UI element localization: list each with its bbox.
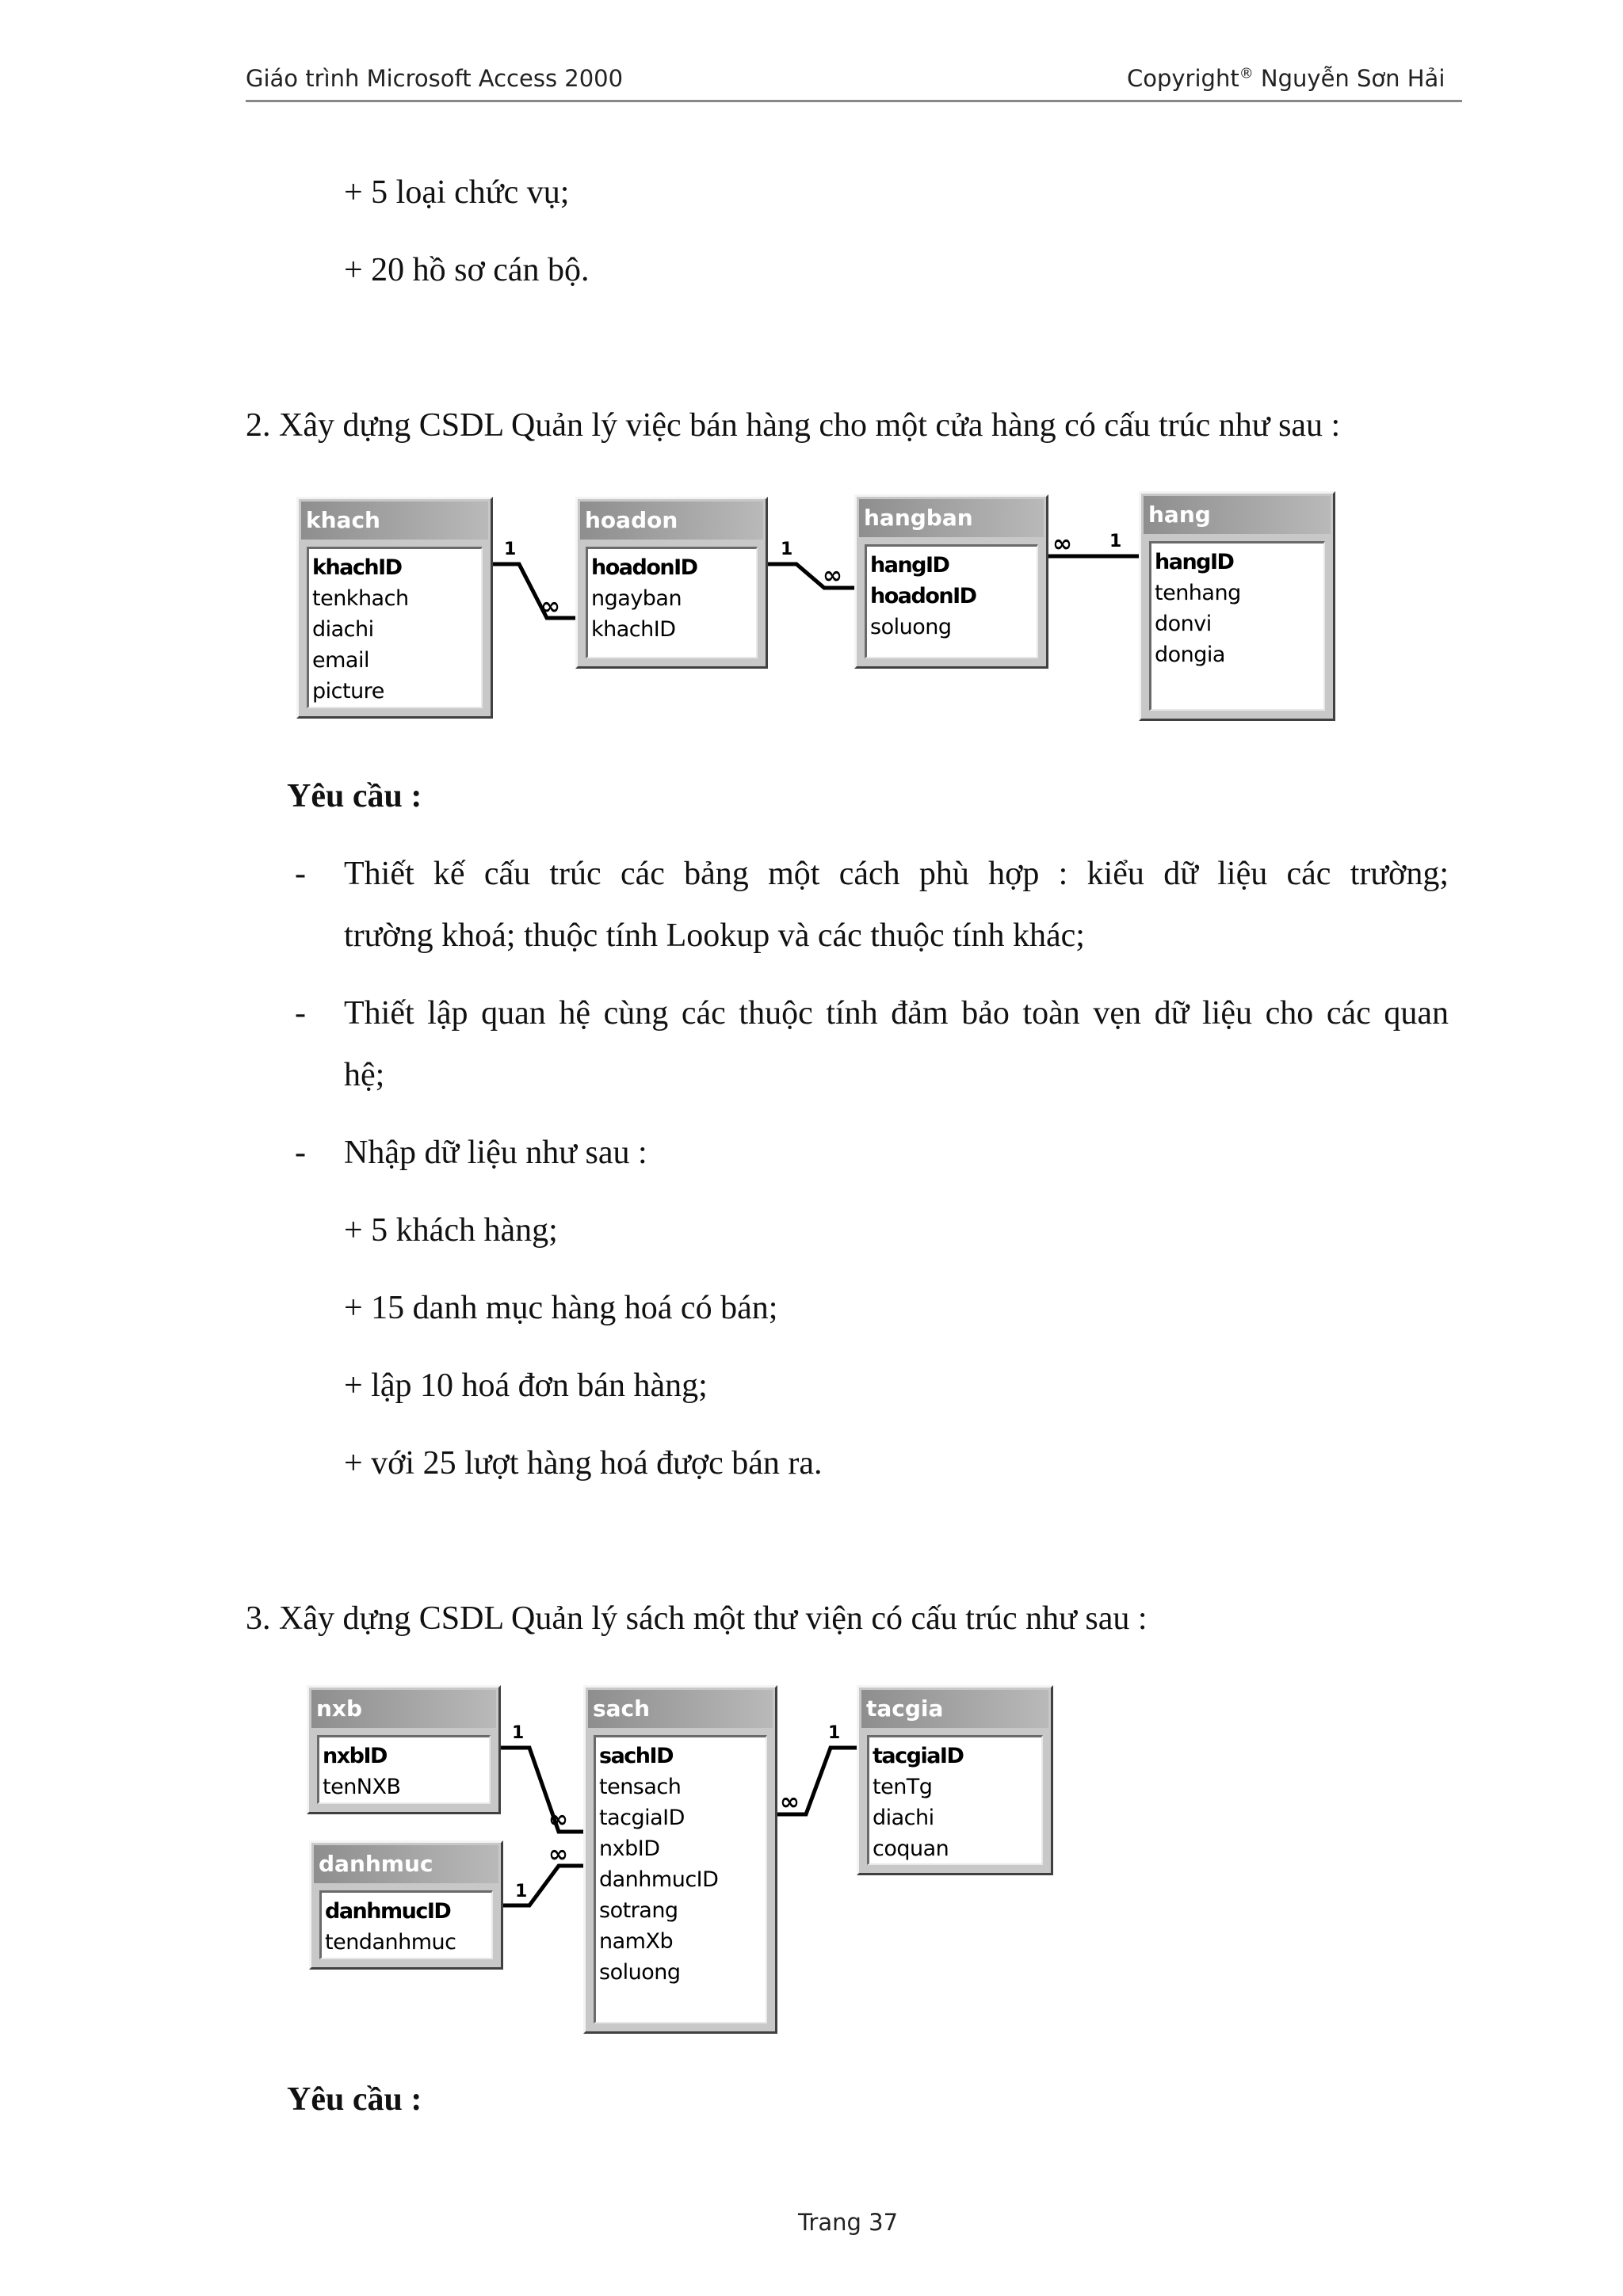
card-many-label: ∞ [780, 1788, 800, 1816]
field-key: danhmucID [325, 1899, 451, 1924]
field: tensach [599, 1775, 682, 1799]
field: tenTg [873, 1775, 933, 1799]
field: coquan [873, 1836, 949, 1861]
field: danhmucID [599, 1867, 719, 1892]
card-one-label: 1 [515, 1882, 528, 1901]
table-title: tacgia [861, 1690, 1048, 1728]
field: soluong [870, 615, 952, 639]
card-one-label: 1 [828, 1723, 841, 1743]
requirements-title: Yêu cầu : [287, 2081, 422, 2118]
section-heading-3: 3. Xây dựng CSDL Quản lý sách một thư viện có cấu trúc như sau : [246, 1600, 1148, 1637]
registered-mark: ® [1239, 65, 1254, 82]
table-title: khach [301, 502, 488, 540]
field: nxbID [599, 1836, 660, 1861]
field-key: hoadonID [870, 584, 976, 608]
bullet-dash: - [295, 1135, 306, 1171]
bullet-dash: - [295, 856, 306, 892]
card-many-label: ∞ [823, 562, 842, 589]
section-heading-2: 2. Xây dựng CSDL Quản lý việc bán hàng cho một cửa hàng có cấu trúc như sau : [246, 407, 1341, 444]
field: soluong [599, 1960, 681, 1985]
field-key: sachID [599, 1744, 673, 1768]
card-one-label: 1 [1109, 532, 1122, 551]
header-title: Giáo trình Microsoft Access 2000 [246, 65, 624, 92]
table-title: sach [588, 1690, 773, 1728]
field: email [312, 648, 369, 673]
field-key: nxbID [323, 1744, 387, 1768]
table-title: danhmuc [314, 1845, 498, 1883]
copyright-label: Copyright [1127, 65, 1239, 92]
field-key: hoadonID [591, 555, 697, 580]
field: picture [312, 679, 384, 704]
card-one-label: 1 [781, 540, 793, 559]
bullet-text-cont: trường khoá; thuộc tính Lookup và các thuộc tính khác; [344, 917, 1085, 954]
bullet-text: Thiết lập quan hệ cùng các thuộc tính đảm bảo toàn vẹn dữ liệu cho các quan [344, 995, 1449, 1032]
card-one-label: 1 [512, 1723, 525, 1743]
bullet-dash: - [295, 995, 306, 1032]
field-key: tacgiaID [873, 1744, 964, 1768]
field-key: hangID [870, 553, 949, 578]
field: diachi [312, 617, 374, 642]
list-item: + 15 danh mục hàng hoá có bán; [344, 1290, 778, 1326]
card-many-label: ∞ [1052, 530, 1072, 558]
card-many-label: ∞ [548, 1806, 568, 1833]
field: tendanhmuc [325, 1930, 456, 1955]
field: namXb [599, 1929, 674, 1954]
table-title: hangban [859, 499, 1044, 537]
list-item: + 20 hồ sơ cán bộ. [344, 252, 590, 288]
field: diachi [873, 1806, 934, 1830]
field: tenNXB [323, 1775, 401, 1799]
list-item: + với 25 lượt hàng hoá được bán ra. [344, 1445, 823, 1482]
field: tenkhach [312, 586, 409, 611]
card-many-label: ∞ [548, 1840, 568, 1868]
table-title: nxb [311, 1690, 496, 1728]
field-key: hangID [1155, 550, 1234, 574]
field: tacgiaID [599, 1806, 685, 1830]
list-item: + lập 10 hoá đơn bán hàng; [344, 1367, 708, 1404]
field-key: khachID [312, 555, 402, 580]
card-one-label: 1 [504, 540, 517, 559]
bullet-text: Thiết kế cấu trúc các bảng một cách phù hợp : kiểu dữ liệu các trường; [344, 856, 1449, 892]
field: sotrang [599, 1898, 678, 1923]
list-item: + 5 loại chức vụ; [344, 174, 570, 211]
table-title: hoadon [580, 502, 763, 540]
field: khachID [591, 617, 676, 642]
list-item: + 5 khách hàng; [344, 1212, 558, 1249]
rel-nxb-sach [501, 1748, 583, 1832]
author-name: Nguyễn Sơn Hải [1253, 65, 1445, 92]
field: tenhang [1155, 581, 1241, 605]
field: dongia [1155, 643, 1225, 667]
card-many-label: ∞ [540, 593, 560, 620]
table-title: hang [1144, 496, 1331, 534]
requirements-title: Yêu cầu : [287, 778, 422, 814]
bullet-text-cont: hệ; [344, 1057, 385, 1093]
page-number: Trang 37 [797, 2209, 899, 2236]
field: ngayban [591, 586, 682, 611]
field: donvi [1155, 612, 1212, 636]
bullet-text: Nhập dữ liệu như sau : [344, 1135, 647, 1171]
